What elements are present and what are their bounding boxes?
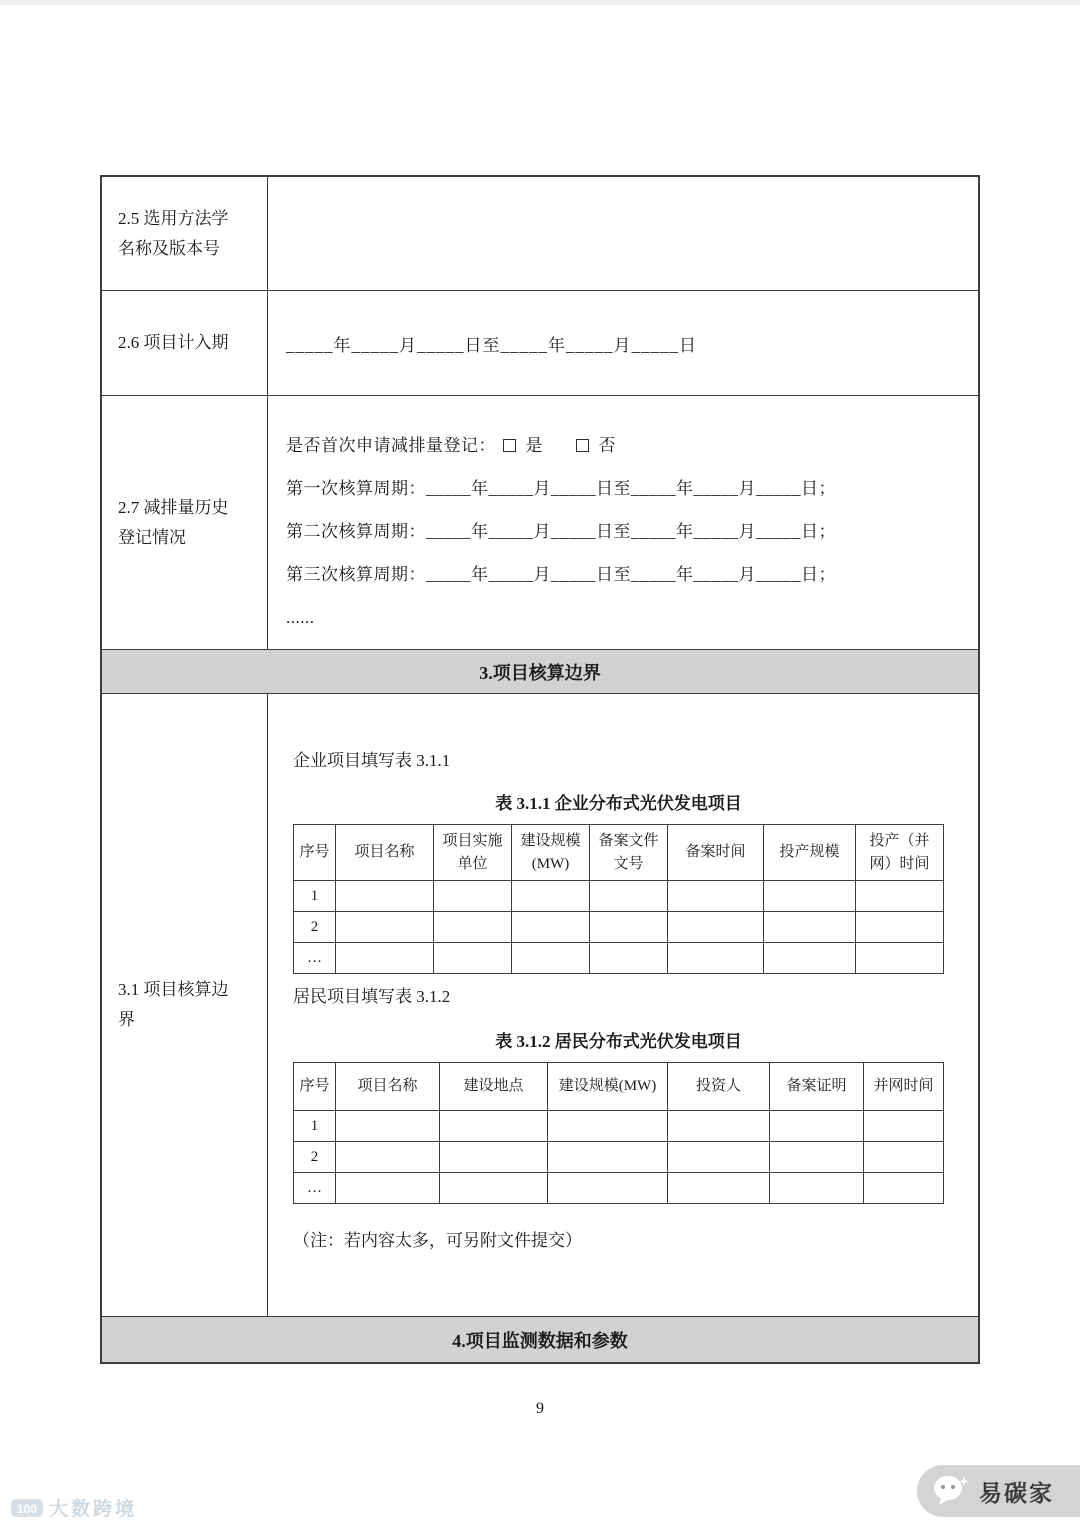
empty-cell [668, 881, 764, 912]
empty-cell [668, 943, 764, 974]
empty-cell [668, 912, 764, 943]
column-header-grid-time: 并网时间 [864, 1063, 944, 1111]
table-3-1-2-title: 表 3.1.2 居民分布式光伏发电项目 [495, 1032, 742, 1051]
table-3-1-1-title: 表 3.1.1 企业分布式光伏发电项目 [495, 794, 742, 813]
row-seq: 2 [294, 1142, 336, 1173]
empty-cell [668, 1111, 770, 1142]
row-seq: … [294, 943, 336, 974]
accounting-period-2: 第二次核算周期：_____年_____月_____日至_____年_____月_____日； [286, 522, 836, 541]
column-header-project-name: 项目名称 [336, 1063, 440, 1111]
table-row [294, 881, 944, 912]
empty-cell [548, 1173, 668, 1204]
empty-cell [864, 1142, 944, 1173]
empty-cell [668, 1142, 770, 1173]
column-header-project-name: 项目名称 [336, 825, 434, 881]
column-header-grid-connection-time: 投产（并网）时间 [856, 825, 944, 881]
svg-text:100: 100 [16, 1501, 38, 1516]
resident-note: 居民项目填写表 3.1.2 [293, 987, 451, 1006]
page-edge-strip [0, 0, 1080, 5]
row-2-6 [102, 291, 978, 396]
table-3-1-2-header-row [294, 1063, 944, 1111]
column-header-filing-time: 备案时间 [668, 825, 764, 881]
column-header-seq: 序号 [294, 1063, 336, 1111]
bottom-right-watermark [917, 1465, 1080, 1517]
bottom-right-watermark-text: 易碳家 [979, 1479, 1054, 1506]
column-header-seq: 序号 [294, 825, 336, 881]
empty-cell [856, 912, 944, 943]
column-header-filing-certificate: 备案证明 [770, 1063, 864, 1111]
attachment-note: （注：若内容太多，可另附文件提交） [293, 1231, 582, 1250]
accounting-period-1: 第一次核算周期：_____年_____月_____日至_____年_____月_____日； [286, 479, 836, 498]
column-header-investor: 投资人 [668, 1063, 770, 1111]
empty-cell [764, 912, 856, 943]
row-2-6-value-cell [268, 291, 978, 395]
empty-cell [590, 881, 668, 912]
empty-cell [440, 1173, 548, 1204]
empty-cell [336, 943, 434, 974]
table-row [294, 1173, 944, 1204]
empty-cell [590, 912, 668, 943]
empty-cell [434, 943, 512, 974]
etanjia-chat-bubble-icon [931, 1473, 971, 1509]
checkbox-yes-icon [503, 439, 516, 452]
empty-cell [770, 1142, 864, 1173]
empty-cell [764, 881, 856, 912]
table-row [294, 943, 944, 974]
empty-cell [512, 912, 590, 943]
section-header-3: 3.项目核算边界 [102, 650, 978, 694]
ellipsis-line: ...... [286, 608, 315, 627]
row-seq: 2 [294, 912, 336, 943]
accounting-period-3: 第三次核算周期：_____年_____月_____日至_____年_____月_____日； [286, 565, 836, 584]
empty-cell [668, 1173, 770, 1204]
column-header-production-scale: 投产规模 [764, 825, 856, 881]
column-header-implementing-unit: 项目实施单位 [434, 825, 512, 881]
empty-cell [434, 881, 512, 912]
row-seq: 1 [294, 1111, 336, 1142]
empty-cell [336, 881, 434, 912]
empty-cell [864, 1111, 944, 1142]
table-3-1-2 [293, 1062, 944, 1204]
crediting-period-blanks: _____年_____月_____日至_____年_____月_____日 [286, 335, 697, 355]
row-2-5-label: 2.5 选用方法学名称及版本号 [102, 177, 268, 290]
checkbox-no-label: 否 [598, 436, 616, 455]
bottom-left-watermark-text: 大数跨境 [49, 1499, 138, 1520]
empty-cell [548, 1142, 668, 1173]
column-header-capacity: 建设规模(MW) [548, 1063, 668, 1111]
empty-cell [434, 912, 512, 943]
empty-cell [770, 1111, 864, 1142]
empty-cell [440, 1111, 548, 1142]
empty-cell [512, 881, 590, 912]
empty-cell [336, 912, 434, 943]
row-3-1 [102, 694, 978, 1317]
registration-form-table [100, 175, 980, 1364]
checkbox-no-icon [576, 439, 589, 452]
row-2-6-label: 2.6 项目计入期 [102, 291, 268, 395]
empty-cell [512, 943, 590, 974]
page-number: 9 [536, 1400, 544, 1417]
row-2-5-value-cell [268, 177, 978, 290]
row-3-1-value-cell [268, 694, 979, 1316]
bottom-left-watermark [10, 1494, 137, 1521]
empty-cell [590, 943, 668, 974]
dashu-logo-icon [10, 1497, 44, 1519]
empty-cell [764, 943, 856, 974]
empty-cell [336, 1111, 440, 1142]
column-header-filing-doc-no: 备案文件文号 [590, 825, 668, 881]
row-seq: … [294, 1173, 336, 1204]
empty-cell [336, 1173, 440, 1204]
empty-cell [336, 1142, 440, 1173]
table-row [294, 912, 944, 943]
empty-cell [548, 1111, 668, 1142]
empty-cell [440, 1142, 548, 1173]
first-application-question [286, 424, 978, 467]
section-header-4: 4.项目监测数据和参数 [102, 1317, 978, 1362]
empty-cell [770, 1173, 864, 1204]
table-3-1-1-header-row [294, 825, 944, 881]
checkbox-yes-label: 是 [525, 436, 543, 455]
row-2-7-value-cell [268, 396, 978, 649]
row-3-1-label: 3.1 项目核算边界 [102, 694, 268, 1316]
enterprise-note: 企业项目填写表 3.1.1 [293, 751, 451, 770]
row-2-7 [102, 396, 978, 650]
row-2-5 [102, 177, 978, 291]
empty-cell [856, 943, 944, 974]
table-row [294, 1111, 944, 1142]
row-2-7-label: 2.7 减排量历史登记情况 [102, 396, 268, 649]
column-header-location: 建设地点 [440, 1063, 548, 1111]
empty-cell [864, 1173, 944, 1204]
row-seq: 1 [294, 881, 336, 912]
question-text: 是否首次申请减排量登记： [286, 436, 496, 455]
empty-cell [856, 881, 944, 912]
table-row [294, 1142, 944, 1173]
column-header-capacity: 建设规模(MW) [512, 825, 590, 881]
table-3-1-1 [293, 824, 944, 974]
